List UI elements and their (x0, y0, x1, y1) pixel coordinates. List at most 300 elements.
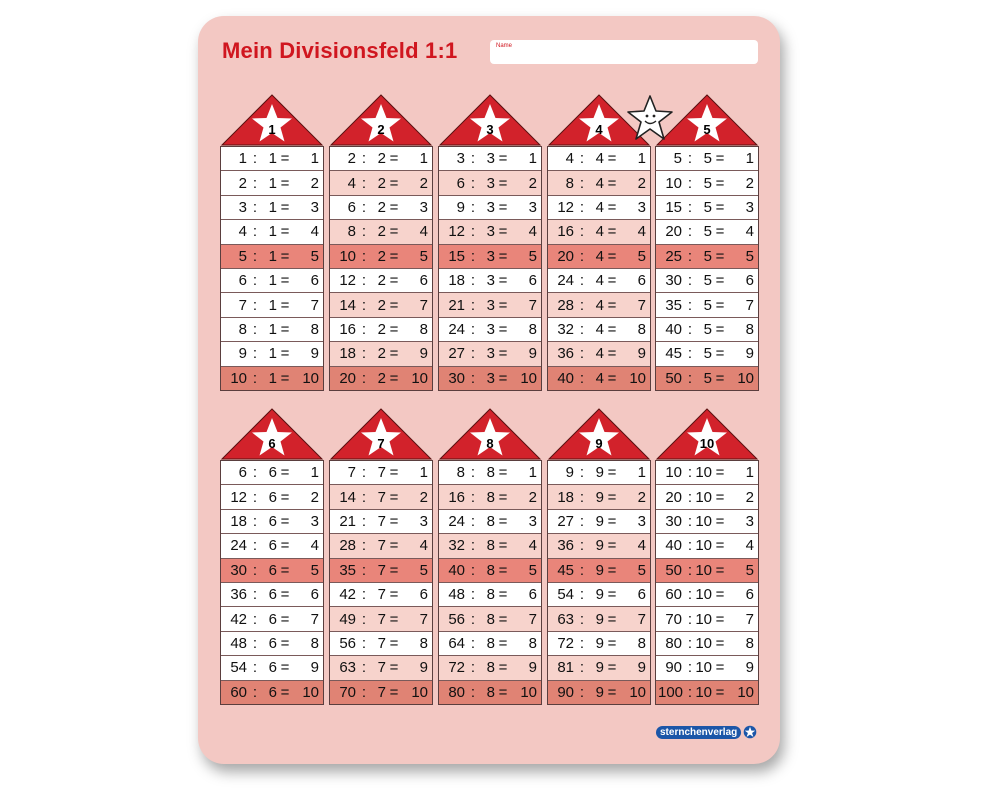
divisor: 3 (486, 223, 495, 241)
operator: : (361, 272, 367, 290)
quotient: 1 (419, 150, 428, 168)
operator: : (687, 320, 693, 338)
equals: = (498, 198, 508, 216)
operator: : (579, 659, 585, 677)
equals: = (715, 537, 725, 555)
table-row (656, 220, 758, 244)
house-roof (329, 408, 433, 460)
dividend: 60 (230, 683, 247, 701)
table-row (330, 293, 432, 317)
table-rows (438, 460, 542, 705)
divisor: 7 (377, 512, 386, 530)
table-row (439, 318, 541, 342)
table-row (221, 342, 323, 366)
quotient: 2 (419, 174, 428, 192)
table-rows (329, 146, 433, 391)
operator: : (579, 464, 585, 482)
divisor: 2 (377, 150, 386, 168)
table-row (330, 534, 432, 558)
table-row (548, 559, 650, 583)
divisor: 4 (595, 345, 604, 363)
divisor: 4 (595, 247, 604, 265)
dividend: 40 (665, 537, 682, 555)
dividend: 27 (448, 345, 465, 363)
equals: = (715, 369, 725, 387)
operator: : (687, 561, 693, 579)
table-row (439, 196, 541, 220)
dividend: 45 (557, 561, 574, 579)
table-row (439, 269, 541, 293)
quotient: 3 (419, 198, 428, 216)
table-row (656, 607, 758, 631)
divisor: 1 (268, 223, 277, 241)
dividend: 50 (665, 369, 682, 387)
quotient: 9 (310, 659, 319, 677)
equals: = (607, 659, 617, 677)
dividend: 8 (238, 320, 247, 338)
table-row (330, 245, 432, 269)
equals: = (498, 174, 508, 192)
operator: : (361, 659, 367, 677)
divisor: 4 (595, 150, 604, 168)
table-row (330, 681, 432, 704)
equals: = (280, 683, 290, 701)
quotient: 9 (637, 659, 646, 677)
divisor: 9 (595, 464, 604, 482)
table-row (548, 318, 650, 342)
divisor: 7 (377, 610, 386, 628)
dividend: 7 (347, 464, 356, 482)
table-row (656, 632, 758, 656)
equals: = (715, 150, 725, 168)
dividend: 56 (448, 610, 465, 628)
operator: : (579, 512, 585, 530)
dividend: 25 (665, 247, 682, 265)
quotient: 6 (637, 586, 646, 604)
quotient: 6 (637, 272, 646, 290)
divisor: 3 (486, 345, 495, 363)
divisor: 6 (268, 488, 277, 506)
table-rows (329, 460, 433, 705)
operator: : (470, 247, 476, 265)
table-row (330, 171, 432, 195)
operator: : (470, 198, 476, 216)
equals: = (280, 369, 290, 387)
equals: = (607, 272, 617, 290)
dividend: 8 (456, 464, 465, 482)
equals: = (607, 150, 617, 168)
quotient: 3 (310, 512, 319, 530)
divisor: 3 (486, 150, 495, 168)
equals: = (389, 320, 399, 338)
dividend: 80 (448, 683, 465, 701)
quotient: 1 (310, 150, 319, 168)
operator: : (687, 345, 693, 363)
table-row (439, 681, 541, 704)
dividend: 15 (665, 198, 682, 216)
operator: : (687, 464, 693, 482)
equals: = (498, 320, 508, 338)
equals: = (607, 464, 617, 482)
dividend: 2 (238, 174, 247, 192)
divisor: 5 (703, 174, 712, 192)
divisor: 10 (695, 464, 712, 482)
operator: : (252, 561, 258, 579)
operator: : (361, 512, 367, 530)
operator: : (361, 610, 367, 628)
quotient: 2 (637, 174, 646, 192)
dividend: 3 (238, 198, 247, 216)
equals: = (607, 198, 617, 216)
table-row (656, 583, 758, 607)
dividend: 12 (448, 223, 465, 241)
divisor: 4 (595, 223, 604, 241)
operator: : (252, 345, 258, 363)
table-row (548, 632, 650, 656)
equals: = (607, 296, 617, 314)
operator: : (252, 586, 258, 604)
equals: = (280, 296, 290, 314)
divisor: 1 (268, 198, 277, 216)
dividend: 24 (448, 320, 465, 338)
divisor: 5 (703, 223, 712, 241)
equals: = (498, 150, 508, 168)
divisor: 8 (486, 683, 495, 701)
dividend: 24 (448, 512, 465, 530)
dividend: 2 (347, 150, 356, 168)
divisor: 4 (595, 296, 604, 314)
divisor: 6 (268, 561, 277, 579)
divisor: 2 (377, 174, 386, 192)
dividend: 7 (238, 296, 247, 314)
table-row (221, 607, 323, 631)
dividend: 18 (339, 345, 356, 363)
divisor: 3 (486, 198, 495, 216)
operator: : (687, 247, 693, 265)
quotient: 7 (528, 296, 537, 314)
table-row (656, 367, 758, 390)
equals: = (389, 223, 399, 241)
table-row (656, 656, 758, 680)
divisor: 10 (695, 512, 712, 530)
house-roof (547, 408, 651, 460)
divisor: 2 (377, 247, 386, 265)
table-number: 10 (699, 436, 715, 451)
dividend: 18 (448, 272, 465, 290)
divisor: 8 (486, 586, 495, 604)
table-row (330, 583, 432, 607)
operator: : (252, 247, 258, 265)
table-rows (220, 460, 324, 705)
table-row (330, 559, 432, 583)
quotient: 9 (419, 345, 428, 363)
divisor: 6 (268, 464, 277, 482)
divisor: 2 (377, 272, 386, 290)
house-roof (220, 408, 324, 460)
divisor: 8 (486, 634, 495, 652)
divisor: 8 (486, 561, 495, 579)
divisor: 10 (695, 634, 712, 652)
operator: : (252, 150, 258, 168)
equals: = (715, 561, 725, 579)
operator: : (579, 150, 585, 168)
divisor: 2 (377, 320, 386, 338)
house-roof (220, 94, 324, 146)
equals: = (498, 512, 508, 530)
quotient: 6 (745, 586, 754, 604)
equals: = (498, 488, 508, 506)
divisor: 8 (486, 659, 495, 677)
quotient: 10 (629, 683, 646, 701)
operator: : (470, 610, 476, 628)
quotient: 2 (310, 174, 319, 192)
equals: = (715, 296, 725, 314)
table-rows (438, 146, 542, 391)
operator: : (687, 272, 693, 290)
dividend: 10 (339, 247, 356, 265)
equals: = (389, 537, 399, 555)
divisor: 9 (595, 586, 604, 604)
operator: : (470, 586, 476, 604)
table-row (439, 293, 541, 317)
equals: = (280, 610, 290, 628)
quotient: 3 (528, 198, 537, 216)
operator: : (252, 464, 258, 482)
divisor: 1 (268, 296, 277, 314)
quotient: 7 (745, 610, 754, 628)
table-row (439, 510, 541, 534)
table-row (221, 681, 323, 704)
equals: = (607, 488, 617, 506)
dividend: 56 (339, 634, 356, 652)
quotient: 3 (637, 512, 646, 530)
equals: = (607, 561, 617, 579)
equals: = (389, 150, 399, 168)
operator: : (579, 369, 585, 387)
equals: = (607, 586, 617, 604)
divisor: 5 (703, 150, 712, 168)
quotient: 4 (528, 537, 537, 555)
table-row (330, 269, 432, 293)
operator: : (252, 634, 258, 652)
divisor: 1 (268, 272, 277, 290)
table-row (656, 318, 758, 342)
divisor: 3 (486, 272, 495, 290)
table-row (221, 196, 323, 220)
operator: : (470, 174, 476, 192)
operator: : (579, 272, 585, 290)
divisor: 10 (695, 586, 712, 604)
equals: = (389, 561, 399, 579)
equals: = (280, 512, 290, 530)
divisor: 5 (703, 320, 712, 338)
dividend: 90 (665, 659, 682, 677)
house-roof (329, 94, 433, 146)
quotient: 10 (411, 369, 428, 387)
table-rows (655, 146, 759, 391)
operator: : (252, 659, 258, 677)
equals: = (607, 174, 617, 192)
dividend: 4 (238, 223, 247, 241)
operator: : (579, 683, 585, 701)
operator: : (470, 512, 476, 530)
quotient: 3 (637, 198, 646, 216)
house-roof (655, 408, 759, 460)
equals: = (389, 586, 399, 604)
table-row (548, 147, 650, 171)
divisor: 9 (595, 488, 604, 506)
quotient: 1 (637, 150, 646, 168)
operator: : (579, 610, 585, 628)
divisor: 8 (486, 464, 495, 482)
table-row (439, 342, 541, 366)
equals: = (498, 683, 508, 701)
dividend: 4 (347, 174, 356, 192)
quotient: 7 (745, 296, 754, 314)
table-row (656, 461, 758, 485)
quotient: 8 (637, 320, 646, 338)
quotient: 2 (745, 174, 754, 192)
divisor: 9 (595, 634, 604, 652)
operator: : (687, 586, 693, 604)
divisor: 3 (486, 320, 495, 338)
equals: = (389, 683, 399, 701)
divisor: 9 (595, 683, 604, 701)
table-number: 5 (703, 122, 711, 137)
equals: = (607, 610, 617, 628)
equals: = (607, 634, 617, 652)
dividend: 36 (557, 537, 574, 555)
table-row (330, 632, 432, 656)
quotient: 8 (745, 634, 754, 652)
divisor: 2 (377, 345, 386, 363)
divisor: 4 (595, 320, 604, 338)
dividend: 9 (238, 345, 247, 363)
dividend: 90 (557, 683, 574, 701)
quotient: 8 (310, 634, 319, 652)
table-row (221, 485, 323, 509)
equals: = (715, 198, 725, 216)
divisor: 7 (377, 634, 386, 652)
dividend: 6 (238, 272, 247, 290)
operator: : (687, 488, 693, 506)
quotient: 4 (637, 223, 646, 241)
dividend: 60 (665, 586, 682, 604)
divisor: 8 (486, 537, 495, 555)
divisor: 3 (486, 174, 495, 192)
dividend: 64 (448, 634, 465, 652)
quotient: 8 (528, 634, 537, 652)
dividend: 24 (230, 537, 247, 555)
dividend: 18 (230, 512, 247, 530)
table-row (656, 485, 758, 509)
quotient: 10 (737, 369, 754, 387)
quotient: 8 (310, 320, 319, 338)
equals: = (715, 464, 725, 482)
equals: = (498, 537, 508, 555)
table-row (548, 461, 650, 485)
equals: = (280, 223, 290, 241)
divisor: 6 (268, 683, 277, 701)
table-number: 8 (486, 436, 494, 451)
smiling-star-icon (626, 94, 674, 142)
table-row (548, 681, 650, 704)
quotient: 9 (637, 345, 646, 363)
equals: = (280, 659, 290, 677)
operator: : (579, 247, 585, 265)
operator: : (252, 320, 258, 338)
dividend: 32 (448, 537, 465, 555)
table-row (221, 147, 323, 171)
dividend: 30 (665, 512, 682, 530)
quotient: 9 (528, 659, 537, 677)
divisor: 6 (268, 659, 277, 677)
divisor: 6 (268, 537, 277, 555)
quotient: 4 (745, 537, 754, 555)
table-number: 9 (595, 436, 603, 451)
quotient: 9 (310, 345, 319, 363)
divisor: 7 (377, 659, 386, 677)
quotient: 7 (528, 610, 537, 628)
table-row (439, 367, 541, 390)
table-number: 6 (268, 436, 276, 451)
quotient: 3 (310, 198, 319, 216)
table-row (656, 196, 758, 220)
name-field[interactable] (490, 40, 758, 64)
operator: : (687, 369, 693, 387)
operator: : (687, 174, 693, 192)
dividend: 54 (557, 586, 574, 604)
equals: = (389, 634, 399, 652)
equals: = (715, 610, 725, 628)
table-row (439, 171, 541, 195)
quotient: 9 (419, 659, 428, 677)
operator: : (687, 683, 693, 701)
operator: : (687, 610, 693, 628)
table-row (548, 245, 650, 269)
dividend: 5 (238, 247, 247, 265)
table-row (656, 293, 758, 317)
operator: : (687, 223, 693, 241)
dividend: 14 (339, 488, 356, 506)
table-row (548, 485, 650, 509)
table-row (439, 559, 541, 583)
operator: : (361, 296, 367, 314)
table-row (221, 293, 323, 317)
equals: = (498, 464, 508, 482)
equals: = (715, 223, 725, 241)
quotient: 6 (528, 272, 537, 290)
operator: : (687, 512, 693, 530)
table-row (548, 534, 650, 558)
quotient: 10 (629, 369, 646, 387)
table-row (656, 171, 758, 195)
table-row (221, 245, 323, 269)
quotient: 7 (419, 610, 428, 628)
table-row (439, 147, 541, 171)
operator: : (687, 150, 693, 168)
dividend: 100 (658, 683, 684, 701)
equals: = (280, 345, 290, 363)
equals: = (280, 198, 290, 216)
equals: = (498, 272, 508, 290)
operator: : (579, 488, 585, 506)
table-row (221, 559, 323, 583)
operator: : (361, 464, 367, 482)
equals: = (715, 174, 725, 192)
table-rows (655, 460, 759, 705)
quotient: 6 (419, 272, 428, 290)
